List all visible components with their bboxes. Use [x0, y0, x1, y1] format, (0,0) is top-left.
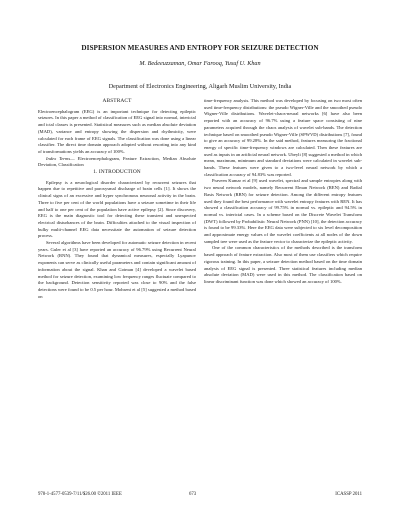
paper-affiliation: Department of Electronics Engineering, Aligarh Muslim University, India	[108, 83, 292, 90]
right-paragraph-3: One of the common characteristics of the methods described is the transform based approach of feature extraction. Also most of them use classifiers which require rigorous training. In this paper, a seizure detection method based on the time domain analysis of EEG signal is presented. Three statistical features including median absolute deviation (MAD) were used in this method. The classification based on linear discriminant function was done which showed an accuracy of 100%.	[204, 245, 362, 284]
abstract-heading: ABSTRACT	[102, 98, 132, 104]
page-footer	[38, 492, 362, 500]
index-terms-label: Index Terms	[46, 155, 71, 161]
footer-page-number: 673	[189, 492, 197, 497]
index-terms-dash: —	[70, 155, 78, 161]
index-terms	[38, 156, 196, 169]
right-paragraph-2: Praveen Kumar et al [9] used wavelet, spectral and sample entropies along with two neural network models, namely Recurrent Elman Network (REN) and Radial Basis Network (RBN) for seizure detection. Among the different entropy features used they found the best performance with wavelet entropy features with REN. It has showed a classification accuracy of 99.75% in normal vs. epileptic and 94.5% in normal vs. interictal cases. In a scheme based on the Discrete Wavelet Transform (DWT) followed by Probabilistic Neural Network (PNN) [10], the detection accuracy is found to be 99.33%. Here the EEG data were subjected to six level decomposition and approximate energy values of the wavelet coefficients at all nodes of the down sampled tree were used as the feature vector to characterize the epileptic activity.	[204, 178, 362, 244]
abstract-text: Electroencephalogram (EEG) is an important technique for detecting epileptic seizures. In this paper a method of classification of EEG signal into normal, interictal and ictal classes is presented. Statistical measures such as median absolute deviation (MAD), variance and entropy showing the dispersion and rhythmicity, were calculated for each frame of EEG signals. The classification was done using a linear classifier. The direct time domain approach adopted without resorting into any kind of transformations yields an accuracy of 100%.	[38, 108, 196, 154]
paper-authors: M. Bedeeuzzaman, Omar Farooq, Yusuf U. Khan	[139, 60, 261, 67]
left-column	[38, 98, 196, 488]
right-paragraph-1: time-frequency analysis. This method was developed by focusing on two most often used time-frequency distributions: the pseudo Wigner-Ville and the smoothed pseudo Wigner-Ville distributions. Wavelet-chaos-neural networks [6] have also been reported with an accuracy of 96.7% using a feature space consisting of nine parameters acquired through the chaos analysis of wavelet sub-bands. The detection technique based on smoothed pseudo Wigner-Ville (SPWVD) distributions [7], found to give an accuracy of 99.28%. In the said method, features measuring the fractional energy of specific time-frequency windows are calculated. Then these features are used as inputs in an artificial neural network. Ubeyli [8] suggested a method in which mean, maximum, minimum and standard deviations were calculated in wavelet sub-bands. These features were given to a two-level neural network by which a classification accuracy of 94.83% was reported.	[204, 98, 362, 177]
intro-paragraph-1: Epilepsy is a neurological disorder characterized by recurrent seizures that happen due to repetitive and paroxysmal discharge of brain cells [1]. It shows the clinical signs of an excessive and hyper synchronous neuronal activity in the brain. Three to five per cent of the world populations have a seizure sometime in their life and half to one per cent of the population have active epilepsy [2]. Since discovery, EEG is the main diagnostic tool for detecting these transient and unexpected electrical disturbances of the brain. Difficulties attached to the visual inspection of bulky multi-channel EEG data necessitate the automation of seizure detection process.	[38, 179, 196, 239]
paper-title: DISPERSION MEASURES AND ENTROPY FOR SEIZURE DETECTION	[81, 44, 319, 52]
footer-venue: ICASSP 2011	[335, 492, 362, 497]
right-column	[204, 98, 362, 488]
intro-heading: 1. INTRODUCTION	[93, 169, 141, 176]
footer-isbn: 978-1-4577-0539-7/11/$26.00 ©2011 IEEE	[38, 492, 122, 497]
index-terms-text: Electroencephalogram, Feature Extraction, Median Absolute Deviation, Classification	[38, 155, 196, 168]
intro-paragraph-2: Several algorithms have been developed for automatic seizure detection in recent years. Guler et al [3] have reported an accuracy of 96.79% using Recurrent Neural Network (RNN). They found that dynamical measures, especially Lyapunov exponents can serve as clinically useful parameters and contain significant amount of information about the signal. Khan and Gotman [4] developed a wavelet based method for seizure detection, examining low frequency ranges fluctuate compared to the background. Detection sensitivity reported was close to 90% and the false detections were found to be 0.5 per hour. Mohseni et al [5] suggested a method based on	[38, 240, 196, 299]
